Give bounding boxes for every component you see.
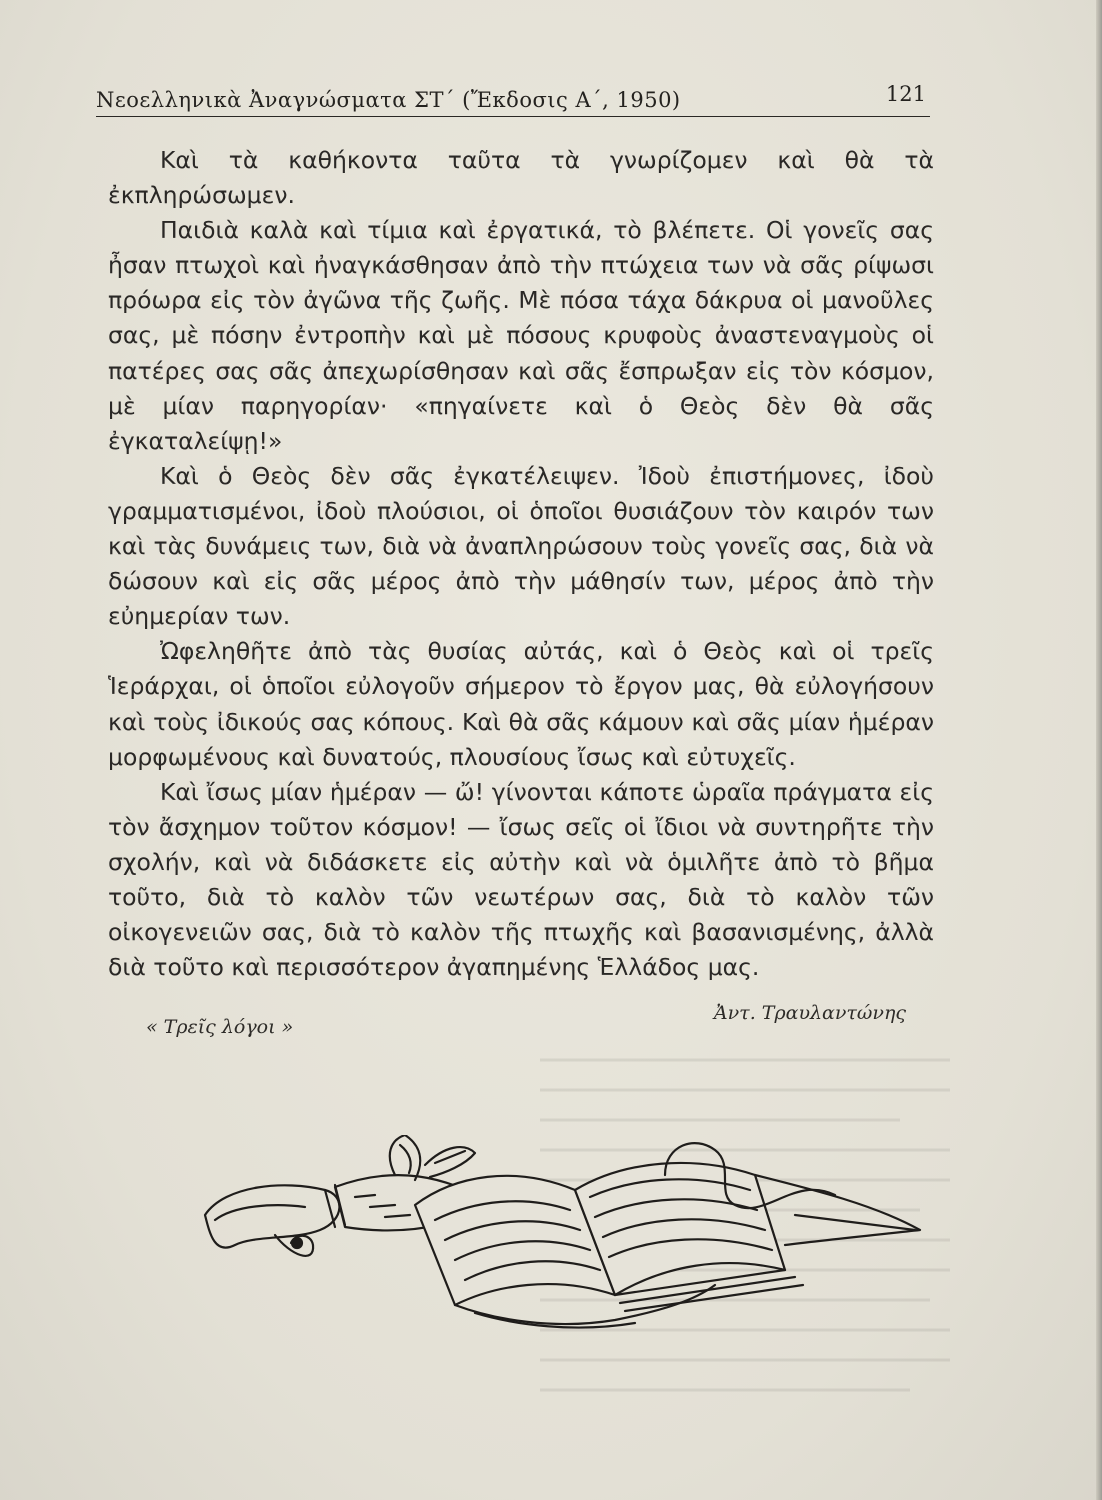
paragraph-3: Καὶ ὁ Θεὸς δὲν σᾶς ἐγκατέλειψεν. Ἰδοὺ ἐπιστήμονες, ἰδοὺ γραμματισμένοι, ἰδοὺ πλούσιοι, οἱ ὁποῖοι θυσιάζουν τὸν καιρόν των καὶ τὰς δυνάμεις των, διὰ νὰ ἀναπληρώσουν τοὺς γονεῖς σας, διὰ νὰ δώσουν καὶ εἰς σᾶς μέρος ἀπὸ τὴν μάθησίν των, μέρος ἀπὸ τὴν εὐημερίαν των. <box>108 461 934 631</box>
attribution <box>108 1002 908 1038</box>
book-sword-fish-ornament-icon <box>195 1135 925 1335</box>
paragraph-5: Καὶ ἴσως μίαν ἡμέραν — ὤ! γίνονται κάποτε ὡραῖα πράγματα εἰς τὸν ἄσχημον τοῦτον κόσμον! — ἴσως σεῖς οἱ ἴδιοι νὰ συντηρῆτε τὴν σχολήν, καὶ νὰ διδάσκετε εἰς αὐτὴν καὶ νὰ ὁμιλῆτε ἀπὸ τὸ βῆμα τοῦτο, διὰ τὸ καλὸν τῶν νεωτέρων σας, διὰ τὸ καλὸν τῶν οἰκογενειῶν σας, διὰ τὸ καλὸν τῆς πτωχῆς καὶ βασανισμένης, ἀλλὰ διὰ τοῦτο καὶ περισσότερον ἀγαπημένης Ἑλλάδος μας. <box>108 777 934 982</box>
page-edge <box>1096 0 1102 1500</box>
paragraph-2: Παιδιὰ καλὰ καὶ τίμια καὶ ἐργατικά, τὸ βλέπετε. Οἱ γονεῖς σας ἦσαν πτωχοὶ καὶ ἠναγκάσθησαν ἀπὸ τὴν πτώχεια των νὰ σᾶς ρίψωσι πρόωρα εἰς τὸν ἀγῶνα τῆς ζωῆς. Μὲ πόσα τάχα δάκρυα οἱ μανοῦλες σας, μὲ πόσην ἐντροπὴν καὶ μὲ πόσους κρυφοὺς ἀναστεναγμοὺς οἱ πατέρες σας σᾶς ἀπεχωρίσθησαν καὶ σᾶς ἔσπρωξαν εἰς τὸν κόσμον, μὲ μίαν παρηγορίαν· «πηγαίνετε καὶ ὁ Θεὸς δὲν θὰ σᾶς ἐγκαταλείψῃ!» <box>108 216 934 455</box>
body-text <box>108 143 934 985</box>
paragraph-1: Καὶ τὰ καθήκοντα ταῦτα τὰ γνωρίζομεν καὶ θὰ τὰ ἐκπληρώσωμεν. <box>108 146 934 210</box>
running-title: Νεοελληνικὰ Ἀναγνώσματα ΣΤ΄ (Ἔκδοσις Α΄, 1950) <box>96 88 681 112</box>
running-header <box>96 82 930 117</box>
page-number: 121 <box>885 82 926 106</box>
paragraph-4: Ὠφεληθῆτε ἀπὸ τὰς θυσίας αὐτάς, καὶ ὁ Θεὸς καὶ οἱ τρεῖς Ἱεράρχαι, οἱ ὁποῖοι εὐλογοῦν σήμερον τὸ ἔργον μας, θὰ εὐλογήσουν καὶ τοὺς ἰδικούς σας κόπους. Καὶ θὰ σᾶς κάμουν καὶ σᾶς μίαν ἡμέραν μορφωμένους καὶ δυνατούς, πλουσίους ἴσως καὶ εὐτυχεῖς. <box>108 637 934 771</box>
author-name: Ἀντ. Τραυλαντώνης <box>713 1002 906 1024</box>
source-title: « Τρεῖς λόγοι » <box>146 1016 294 1038</box>
